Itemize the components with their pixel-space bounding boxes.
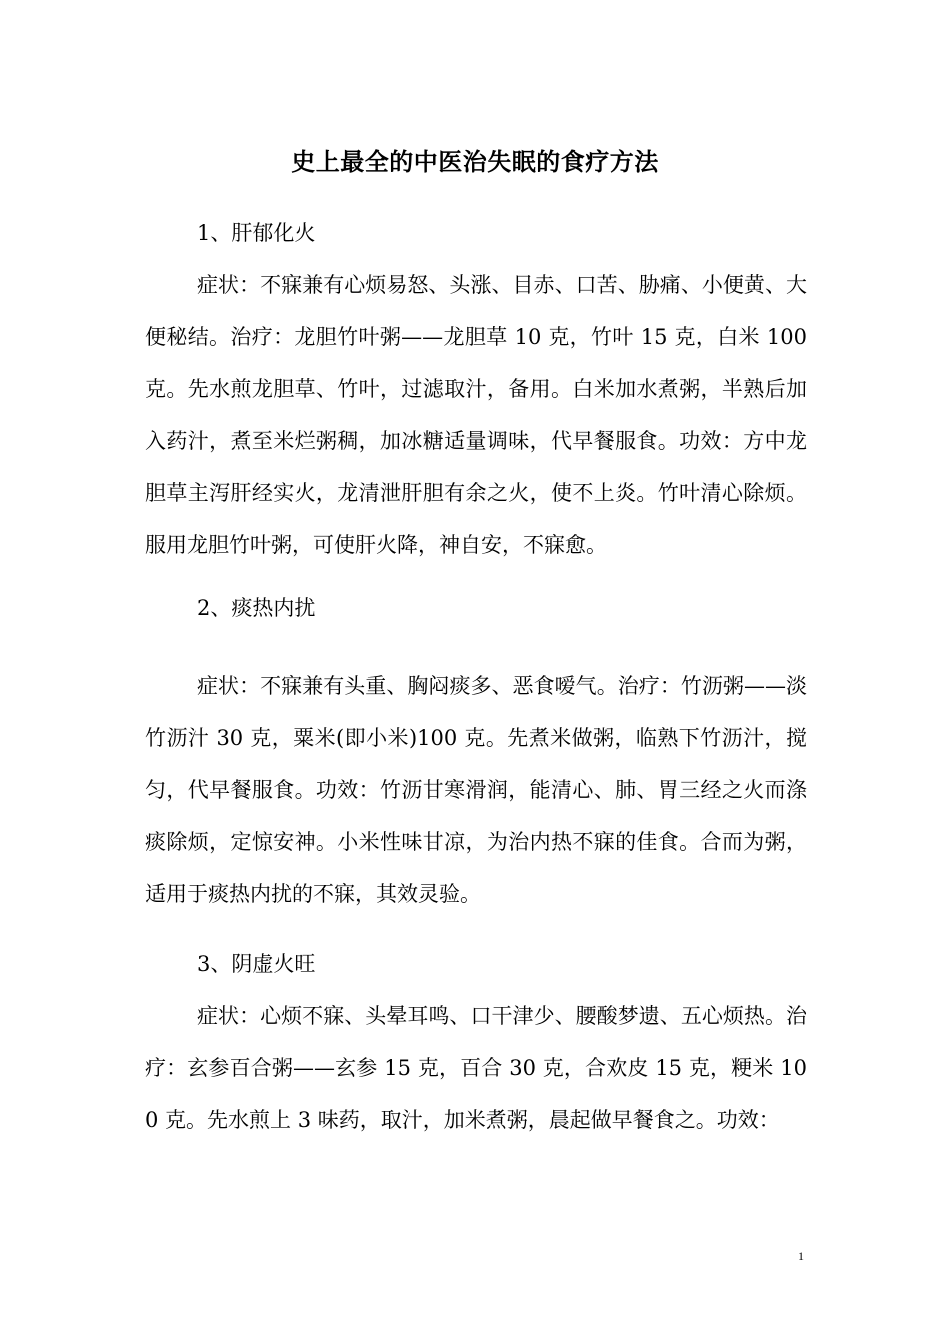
document-title: 史上最全的中医治失眠的食疗方法: [291, 148, 659, 176]
section-heading-2: 2、痰热内扰: [197, 596, 316, 620]
section-heading-1: 1、肝郁化火: [197, 221, 316, 245]
section-paragraph-3: 症状：心烦不寐、头晕耳鸣、口干津少、腰酸梦遗、五心烦热。治疗：玄参百合粥——玄参 15 克，百合 30 克，合欢皮 15 克，粳米 100 克。先水煎上 3 味药，取汁，加米煮粥，晨起做早餐食之。功效：: [145, 1004, 807, 1132]
section-heading-3: 3、阴虚火旺: [197, 952, 316, 976]
section-paragraph-2: 症状：不寐兼有头重、胸闷痰多、恶食嗳气。治疗：竹沥粥——淡竹沥汁 30 克，粟米(即小米)100 克。先煮米做粥，临熟下竹沥汁，搅匀，代早餐服食。功效：竹沥甘寒滑润，能清心、肺、胃三经之火而涤痰除烦，定惊安神。小米性味甘凉，为治内热不寐的佳食。合而为粥，适用于痰热内扰的不寐，其效灵验。: [145, 674, 807, 906]
page-number: 1: [798, 1249, 804, 1263]
section-paragraph-1: 症状：不寐兼有心烦易怒、头涨、目赤、口苦、胁痛、小便黄、大便秘结。治疗：龙胆竹叶粥——龙胆草 10 克，竹叶 15 克，白米 100 克。先水煎龙胆草、竹叶，过滤取汁，备用。白米加水煮粥，半熟后加入药汁，煮至米烂粥稠，加冰糖适量调味，代早餐服食。功效：方中龙胆草主泻肝经实火，龙清泄肝胆有余之火，使不上炎。竹叶清心除烦。服用龙胆竹叶粥，可使肝火降，神自安，不寐愈。: [145, 273, 807, 557]
